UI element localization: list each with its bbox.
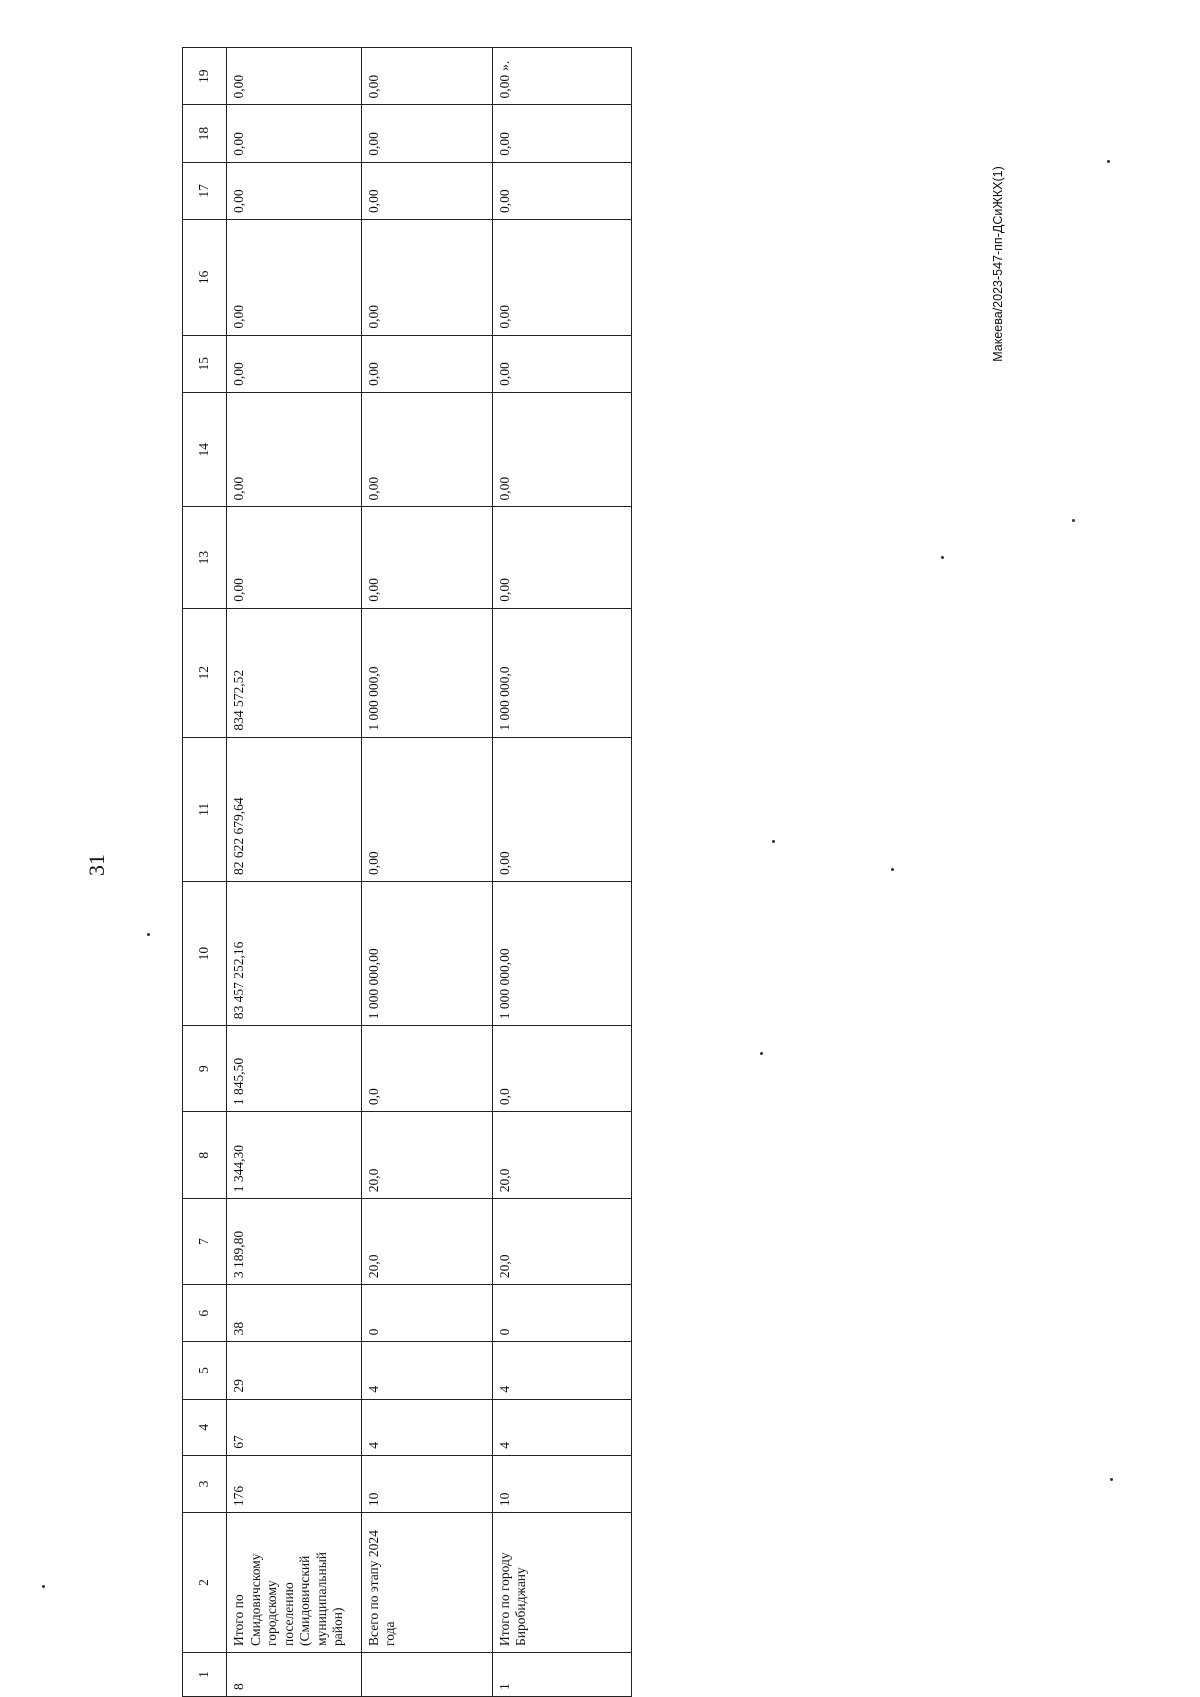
table-cell: 0,00: [361, 737, 492, 881]
table-cell: 3 189,80: [227, 1199, 361, 1285]
column-number-cell: 1: [183, 1652, 227, 1696]
table-row-stage-2024-total: [361, 48, 492, 1697]
rotated-table-wrapper: [182, 47, 632, 1697]
column-number-cell: 13: [183, 507, 227, 608]
table-cell: 20,0: [361, 1199, 492, 1285]
table-cell: 4: [492, 1342, 631, 1399]
table-row-smidovich-total: [227, 48, 361, 1697]
table-cell: 176: [227, 1455, 361, 1512]
table-cell: 0,00: [227, 507, 361, 608]
data-table: [182, 47, 632, 1697]
table-cell: 0,0: [361, 1026, 492, 1112]
table-cell: 0,00: [492, 335, 631, 392]
column-number-cell: 2: [183, 1513, 227, 1653]
table-cell: 0,00: [492, 392, 631, 507]
table-cell: Всего по этапу 2024 года: [361, 1513, 492, 1653]
table-cell: 0,00: [361, 162, 492, 219]
scan-speck: [760, 1052, 763, 1055]
table-cell-last: [492, 48, 631, 105]
column-number-cell: 16: [183, 220, 227, 336]
scan-speck: [42, 1585, 45, 1588]
column-number-cell: 18: [183, 105, 227, 162]
table-cell: 1 000 000,00: [361, 881, 492, 1025]
table-cell: 0,00: [227, 48, 361, 105]
column-number-cell: 11: [183, 737, 227, 881]
column-number-cell: 12: [183, 608, 227, 737]
table-cell: 1 344,30: [227, 1112, 361, 1199]
table-cell: 0,00: [227, 392, 361, 507]
table-cell: 0,00: [361, 335, 492, 392]
table-cell: 0,00: [492, 507, 631, 608]
table-cell-value: 0,00: [496, 74, 512, 99]
table-cell: 67: [227, 1399, 361, 1455]
table-cell: 1 000 000,00: [492, 881, 631, 1025]
table-cell: 0,00: [361, 105, 492, 162]
table-cell: 1 845,50: [227, 1026, 361, 1112]
scan-speck: [772, 840, 775, 843]
table-cell: 83 457 252,16: [227, 881, 361, 1025]
table-cell: 8: [227, 1652, 361, 1696]
column-number-cell: 6: [183, 1285, 227, 1342]
table-cell: 0: [361, 1285, 492, 1342]
scan-speck: [1107, 160, 1110, 163]
table-cell: 0,00: [227, 335, 361, 392]
table-cell: 0,00: [492, 220, 631, 336]
table-cell: 0,0: [492, 1026, 631, 1112]
table-cell: 0,00: [361, 220, 492, 336]
table-cell: 0,00: [227, 220, 361, 336]
column-number-cell: 8: [183, 1112, 227, 1199]
scan-speck: [1110, 1478, 1113, 1481]
column-number-cell: 10: [183, 881, 227, 1025]
table-cell: 0,00: [361, 392, 492, 507]
document-id-stamp: Макеева/2023-547-пп-ДСиЖКХ(1): [991, 166, 1005, 362]
table-cell: 0,00: [227, 162, 361, 219]
page-number: 31: [84, 854, 109, 876]
table-cell: 1 000 000,0: [492, 608, 631, 737]
column-number-cell: 3: [183, 1455, 227, 1512]
table-cell: 1: [492, 1652, 631, 1696]
scan-speck: [891, 868, 894, 871]
table-cell: 20,0: [361, 1112, 492, 1199]
table-cell: 0,00: [492, 162, 631, 219]
column-number-cell: 4: [183, 1399, 227, 1455]
table-cell: 20,0: [492, 1199, 631, 1285]
table-cell: 10: [361, 1455, 492, 1512]
table-cell: 38: [227, 1285, 361, 1342]
table-cell: 4: [361, 1399, 492, 1455]
scan-speck: [1072, 519, 1075, 522]
column-number-row: [183, 48, 227, 1697]
table-cell: 0,00: [227, 105, 361, 162]
table-cell: 10: [492, 1455, 631, 1512]
table-cell: Итого по Смидовичскому городскому поселению (Смидовичский муниципальный район): [227, 1513, 361, 1653]
column-number-cell: 15: [183, 335, 227, 392]
table-cell: Итого по городу Биробиджану: [492, 1513, 631, 1653]
column-number-cell: 19: [183, 48, 227, 105]
table-cell: 0,00: [492, 737, 631, 881]
table-cell: 0,00: [361, 48, 492, 105]
scan-speck: [941, 556, 944, 559]
table-cell: 1 000 000,0: [361, 608, 492, 737]
table-cell: 0,00: [361, 507, 492, 608]
table-row-birobidzhan-total: [492, 48, 631, 1697]
column-number-cell: 17: [183, 162, 227, 219]
table-cell: 0: [492, 1285, 631, 1342]
table-cell: 82 622 679,64: [227, 737, 361, 881]
scan-speck: [147, 933, 150, 936]
table-cell: 29: [227, 1342, 361, 1399]
table-cell: 0,00: [492, 105, 631, 162]
column-number-cell: 5: [183, 1342, 227, 1399]
column-number-cell: 7: [183, 1199, 227, 1285]
table-cell: 4: [361, 1342, 492, 1399]
column-number-cell: 14: [183, 392, 227, 507]
column-number-cell: 9: [183, 1026, 227, 1112]
table-cell: 20,0: [492, 1112, 631, 1199]
closing-quote-mark: ».: [496, 60, 512, 71]
table-cell: [361, 1652, 492, 1696]
table-cell: 4: [492, 1399, 631, 1455]
table-cell: 834 572,52: [227, 608, 361, 737]
